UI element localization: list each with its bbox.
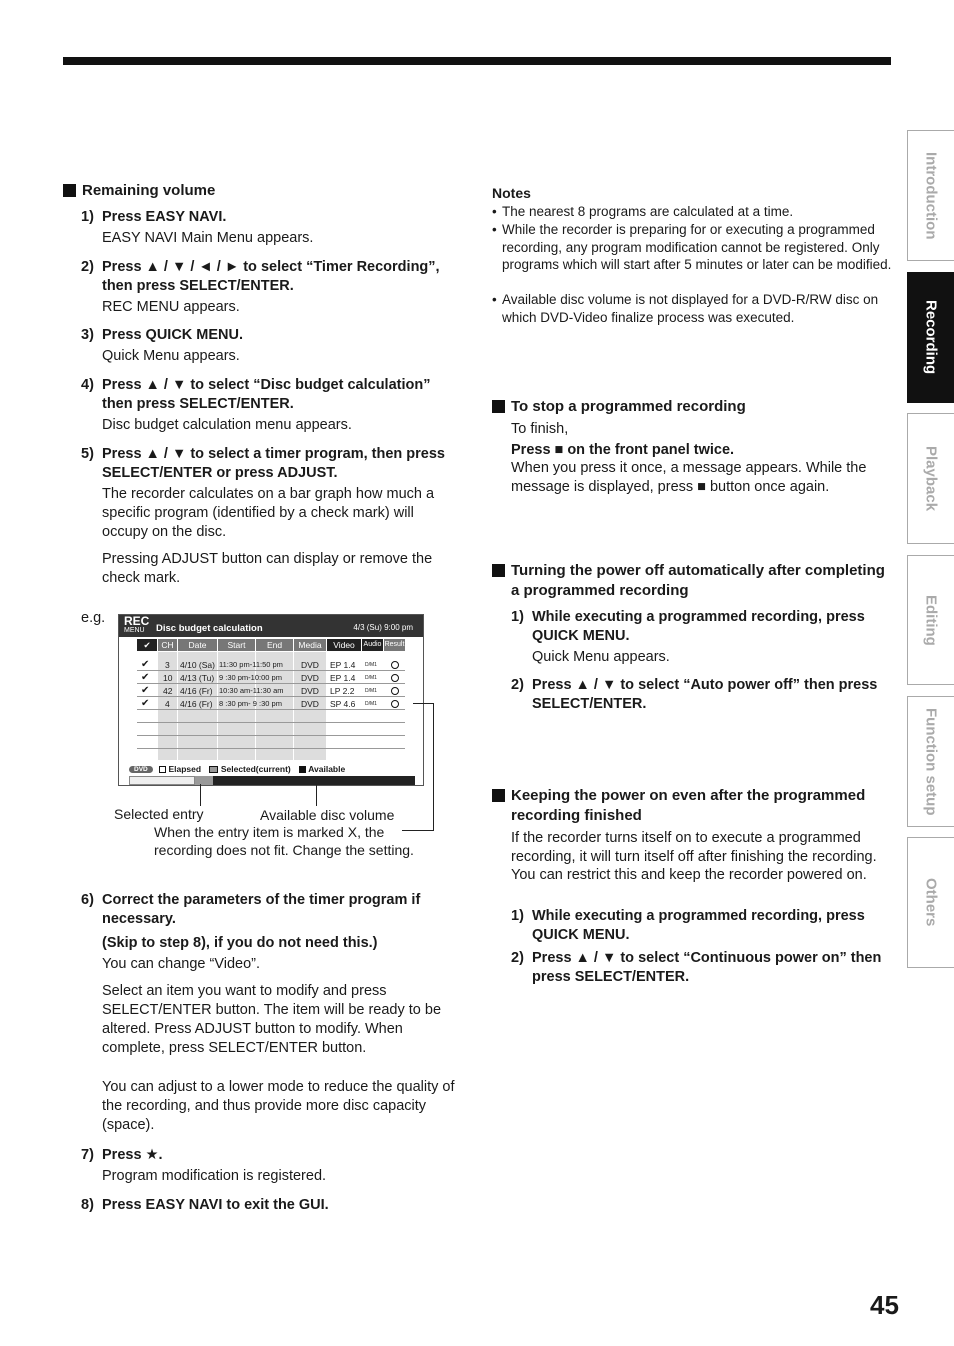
square-bullet-icon xyxy=(492,400,505,413)
auto-power-off-step-1: 1) While executing a programmed recording, press QUICK MENU. Quick Menu appears. xyxy=(511,609,865,665)
screen-legend: DVD Elapsed Selected(current) Available xyxy=(129,764,345,774)
tab-playback[interactable]: Playback xyxy=(907,413,954,544)
header-result: Result xyxy=(384,639,405,651)
stop-recording-body: To finish, Press ■ on the front panel twice. When you press it once, a message appears. While the message is displayed, press ■ button once again. xyxy=(511,421,867,496)
elapsed-swatch-icon xyxy=(159,766,166,773)
header-date: Date xyxy=(178,639,217,651)
available-swatch-icon xyxy=(299,766,306,773)
callout-line-result-vert xyxy=(433,703,434,831)
callout-selected-entry: Selected entry xyxy=(114,806,204,822)
tab-editing[interactable]: Editing xyxy=(907,555,954,685)
step-6: 6) Correct the parameters of the timer program if necessary. (Skip to step 8), if you do not need this.) You can change “Video”. Select an item you want to modify and press SELECT/ENTER button. The item will be ready to be altered. Press ADJUST button to modify. When complete, press SELECT/ENTER button. You can adjust to a lower mode to reduce the quality of the recording, and thus provide more disc capacity (space). xyxy=(81,892,455,1133)
check-icon: ✔ xyxy=(141,672,150,683)
top-rule xyxy=(63,57,891,65)
result-ok-icon xyxy=(391,687,399,695)
table-row: ✔ 10 4/13 (Tu) 9 :30 pm-10:00 pm DVD EP 1.4 D/M1 xyxy=(137,672,405,684)
table-row: ✔ 3 4/10 (Sa) 11:30 pm-11:50 pm DVD EP 1.4 D/M1 xyxy=(137,659,405,671)
square-bullet-icon xyxy=(492,789,505,802)
table-row-empty xyxy=(137,711,405,723)
keep-power-on-heading: Keeping the power on even after the programmed recording finished xyxy=(492,786,892,826)
tab-others[interactable]: Others xyxy=(907,837,954,968)
header-check: ✔ xyxy=(137,639,157,651)
callout-line-selected xyxy=(200,784,201,806)
table-row-empty xyxy=(137,724,405,736)
note-item: • While the recorder is preparing for or executing a programmed recording, any program modification cannot be registered. Only programs which will start after 5 minutes or later can be modified. xyxy=(492,222,892,273)
result-ok-icon xyxy=(391,700,399,708)
header-end: End xyxy=(256,639,293,651)
callout-available-volume: Available disc volume xyxy=(260,807,395,823)
result-ok-icon xyxy=(391,661,399,669)
bar-elapsed xyxy=(129,776,195,785)
check-icon: ✔ xyxy=(141,659,150,670)
step-2: 2) Press ▲ / ▼ / ◄ / ► to select “Timer Recording”, then press SELECT/ENTER. REC MENU appears. xyxy=(81,259,440,315)
disc-volume-bar xyxy=(129,776,415,785)
step-4: 4) Press ▲ / ▼ to select “Disc budget calculation” then press SELECT/ENTER. Disc budget calculation menu appears. xyxy=(81,377,431,433)
tab-introduction[interactable]: Introduction xyxy=(907,130,954,261)
table-row: ✔ 4 4/16 (Fr) 8 :30 pm- 9 :30 pm DVD SP 4.6 D/M1 xyxy=(137,698,405,710)
tab-recording[interactable]: Recording xyxy=(907,272,954,403)
header-audio: Audio xyxy=(362,639,383,651)
callout-line-result-top xyxy=(413,703,434,704)
stop-recording-heading: To stop a programmed recording xyxy=(492,397,892,417)
note-item: • The nearest 8 programs are calculated at a time. xyxy=(492,204,794,219)
step-3: 3) Press QUICK MENU. Quick Menu appears. xyxy=(81,327,244,364)
keep-power-on-step-1: 1) While executing a programmed recording, press QUICK MENU. xyxy=(511,908,865,943)
step-5: 5) Press ▲ / ▼ to select a timer program, then press SELECT/ENTER or press ADJUST. The recorder calculates on a bar graph how much a specific program (identified by a check mark) will occupy on the disc. Pressing ADJUST button can display or remove the check mark. xyxy=(81,446,445,586)
selected-swatch-icon xyxy=(209,766,218,773)
square-bullet-icon xyxy=(63,184,76,197)
note-item: • Available disc volume is not displayed for a DVD-R/RW disc on which DVD-Video finalize process was executed. xyxy=(492,292,879,325)
keep-power-on-step-2: 2) Press ▲ / ▼ to select “Continuous power on” then press SELECT/ENTER. xyxy=(511,950,882,985)
step-8: 8) Press EASY NAVI to exit the GUI. xyxy=(81,1197,329,1213)
square-bullet-icon xyxy=(492,564,505,577)
header-ch: CH xyxy=(158,639,177,651)
check-icon: ✔ xyxy=(141,698,150,709)
screen-title-bar: REC MENU Disc budget calculation 4/3 (Su) 9:00 pm xyxy=(119,615,424,637)
example-label: e.g. xyxy=(81,610,106,626)
callout-line-available xyxy=(316,784,317,806)
remaining-volume-heading: Remaining volume xyxy=(63,181,463,201)
result-ok-icon xyxy=(391,674,399,682)
page-number: 45 xyxy=(870,1290,899,1320)
callout-marked-x: When the entry item is marked X, the recording does not fit. Change the setting. xyxy=(154,824,414,858)
header-video: Video xyxy=(327,639,361,651)
auto-power-off-step-2: 2) Press ▲ / ▼ to select “Auto power off” then press SELECT/ENTER. xyxy=(511,677,878,712)
check-icon: ✔ xyxy=(141,685,150,696)
bar-selected xyxy=(195,776,213,785)
notes-title: Notes xyxy=(492,185,531,201)
step-7: 7) Press ★. Program modification is registered. xyxy=(81,1147,327,1184)
keep-power-on-body: If the recorder turns itself on to execute a programmed recording, it will turn itself off after finishing the recording. You can restrict this and keep the recorder powered on. xyxy=(511,830,877,884)
disc-budget-screen xyxy=(118,614,424,786)
tab-function-setup[interactable]: Function setup xyxy=(907,696,954,827)
table-row: ✔ 42 4/16 (Fr) 10:30 am-11:30 am DVD LP 2.2 D/M1 xyxy=(137,685,405,697)
header-start: Start xyxy=(218,639,255,651)
header-media: Media xyxy=(294,639,326,651)
table-row-empty xyxy=(137,737,405,749)
auto-power-off-heading: Turning the power off automatically after completing a programmed recording xyxy=(492,561,892,601)
step-1: 1) Press EASY NAVI. EASY NAVI Main Menu appears. xyxy=(81,209,314,246)
